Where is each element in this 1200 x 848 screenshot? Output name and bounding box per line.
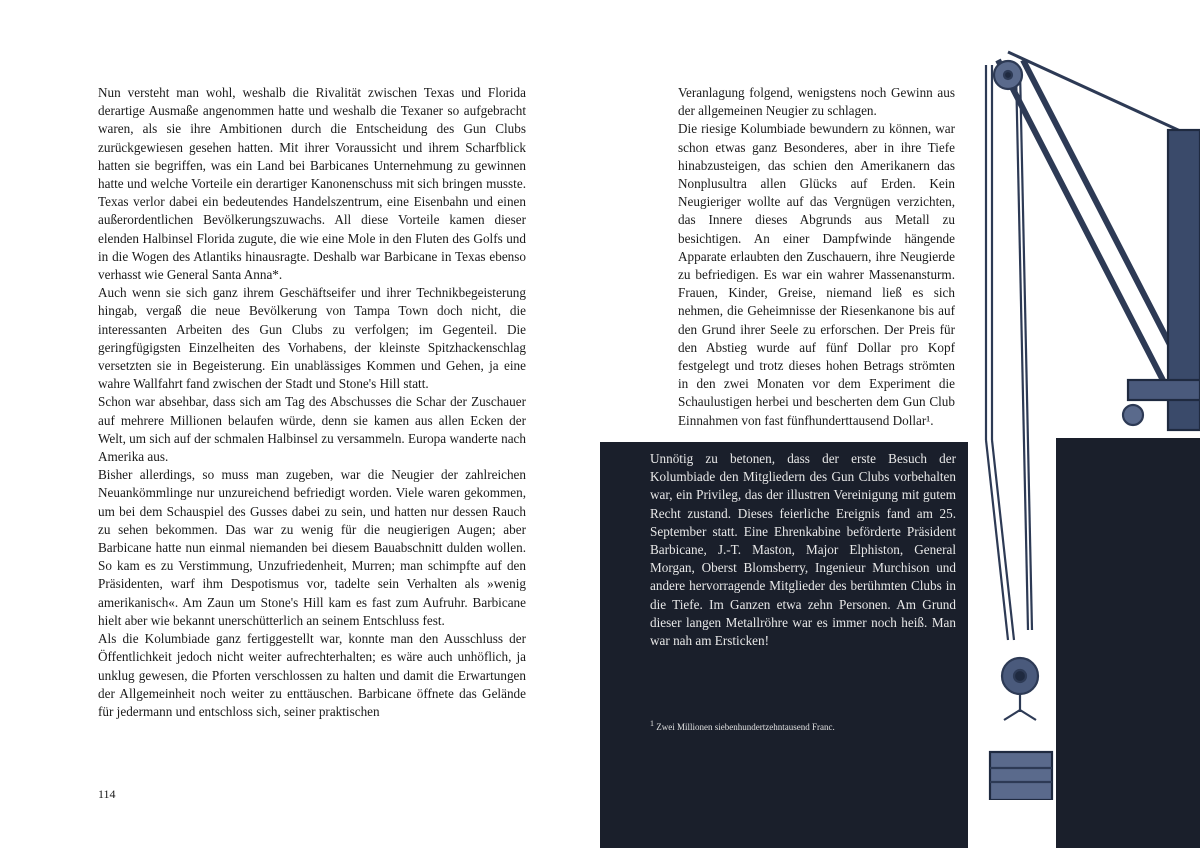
paragraph: Veranlagung folgend, wenigstens noch Gewinn aus der allgemeinen Neugier zu schlagen. — [678, 85, 955, 119]
paragraph: Die riesige Kolumbiade bewundern zu können, war schon etwas ganz Besonderes, aber in ihre Tiefe hinabzusteigen, das schien den Amerikanern das Nonplusultra allen Glücks auf Erden. Kein Neugieriger wollte auf das Vergnügen verzichten, das Innere dieses Abgrunds aus Metall zu besichtigen. An einer Dampfwinde hängende Apparate erlaubten den Zuschauern, ihre Neugierde zu befriedigen. Es war ein wahrer Massenansturm. Frauen, Kinder, Greise, niemand ließ es sich nehmen, die Geheimnisse der Riesenkanone bis auf den Grund ihrer Seele zu erforschen. Der Preis für den Abstieg wurde auf fünf Dollar pro Kopf festgelegt und trotz dieses hohen Betrags strömten in den zwei Monaten vor dem Experiment die Schaulustigen herbei und bescherten dem Gun Club Einnahmen von fast fünfhunderttausend Dollar¹. — [678, 121, 955, 428]
paragraph: Nun versteht man wohl, weshalb die Rivalität zwischen Texas und Florida derartige Ausmaße angenommen hatte und weshalb die Texaner so aufgebracht waren, als sie ihre Ambitionen durch die Entscheidung des Gun Clubs zurückgewiesen gesehen hatten. Mit ihrer Voraussicht und ihrem Scharfblick hatten sie begriffen, was ein Land bei Barbicanes Unternehmung zu gewinnen hatte und welche Vorteile ein derartiger Kanonenschuss mit sich bringen musste. Texas verlor dabei ein bedeutendes Handelszentrum, eine Eisenbahn und einen außerordentlichen Bevölkerungszuwachs. All diese Vorteile kamen dieser elenden Halbinsel Florida zugute, die wie eine Mole in den Fluten des Golfs und in die Wogen des Atlantiks hinausragte. Deshalb war Barbicane in Texas ebenso verhasst wie General Santa Anna*. — [98, 85, 526, 283]
dark-text-panel — [600, 442, 968, 848]
right-body-text — [678, 84, 955, 430]
right-page — [600, 0, 1200, 848]
page-number: 114 — [98, 787, 116, 801]
footnote — [650, 719, 950, 732]
paragraph: Bisher allerdings, so muss man zugeben, war die Neugier der zahlreichen Neuankömmlinge nur unzureichend befriedigt worden. Viele waren gekommen, um bei dem Schauspiel des Gusses dabei zu sein, und hatten nur dessen Rauch zu sehen bekommen. Das war zu wenig für die neugierigen Augen; aber Barbicane hatte nun einmal niemanden bei diesem Bauabschnitt dulden wollen. So kam es zu Verstimmung, Unzufriedenheit, Murren; man schimpfte auf den Präsidenten, warf ihm Despotismus vor, tadelte sein Verhalten als »wenig amerikanisch«. Am Zaun um Stone's Hill kam es fast zum Aufruhr. Barbicane hielt aber wie bekannt unerschütterlich an seinem Entschluss fest. — [98, 467, 526, 628]
paragraph: Auch wenn sie sich ganz ihrem Geschäftseifer und ihrer Technikbegeisterung hingab, vergaß die neue Bevölkerung von Tampa Town doch nicht, die interessanten Arbeiten des Gun Clubs zu verfolgen; im Gegenteil. Die geringfügigsten Einzelheiten des Vorhabens, der kleinste Spitzhackenschlag versetzten sie in Begeisterung. Ein unablässiges Kommen und Gehen, ja eine wahre Wallfahrt fand zwischen der Stadt und Stone's Hill statt. — [98, 285, 526, 392]
paragraph: Schon war absehbar, dass sich am Tag des Abschusses die Schar der Zuschauer auf mehrere Millionen belaufen würde, denn sie kamen aus allen Ecken der Welt, um sich auf der schmalen Halbinsel zu versammeln. Europa wanderte nach Amerika aus. — [98, 394, 526, 465]
paragraph: Als die Kolumbiade ganz fertiggestellt war, konnte man den Ausschluss der Öffentlichkeit jedoch nicht weiter aufrechterhalten; es wäre auch unhöflich, ja unklug gewesen, die Pforten verschlossen zu halten und damit die Erwartungen der Allgemeinheit noch weiter zu enttäuschen. Barbicane öffnete das Gelände für jedermann und entschloss sich, seiner praktischen — [98, 631, 526, 719]
left-body-text — [98, 84, 526, 721]
crane-illustration — [968, 40, 1200, 800]
dark-panel-text — [650, 450, 956, 650]
footnote-marker: 1 — [650, 719, 654, 728]
paragraph: Unnötig zu betonen, dass der erste Besuch der Kolumbiade den Mitgliedern des Gun Clubs vorbehalten war, ein Privileg, das der illustren Vereinigung mit gutem Recht zustand. Dieses feierliche Ereignis fand am 25. September statt. Eine Ehrenkabine beförderte Präsident Barbicane, J.-T. Maston, Major Elphiston, General Morgan, Oberst Blomsberry, Ingenieur Murchison und andere hervorragende Mitglieder des berühmten Clubs in die Tiefe. Im Ganzen etwa zehn Personen. Am Grund dieser langen Metallröhre war es immer noch heiß. Man war nah am Ersticken! — [650, 451, 956, 649]
footnote-text: Zwei Millionen siebenhundertzehntausend Franc. — [656, 722, 835, 732]
